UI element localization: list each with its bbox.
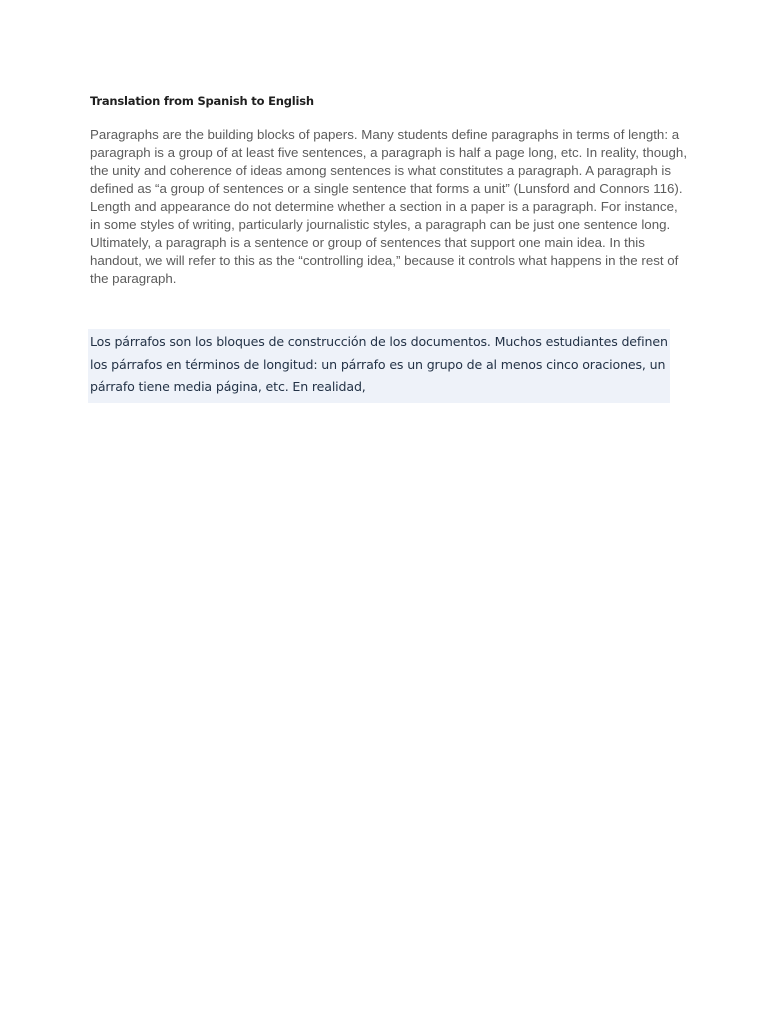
english-source-paragraph: Paragraphs are the building blocks of papers. Many students define paragraphs in terms of length: a paragraph is a group of at least five sentences, a paragraph is half a page long, etc. In reality, though, the unity and coherence of ideas among sentences is what constitutes a paragraph. A paragraph is defined as “a group of sentences or a single sentence that forms a unit” (Lunsford and Connors 116). Length and appearance do not determine whether a section in a paper is a paragraph. For instance, in some styles of writing, particularly journalistic styles, a paragraph can be just one sentence long. Ultimately, a paragraph is a sentence or group of sentences that support one main idea. In this handout, we will refer to this as the “controlling idea,” because it controls what happens in the rest of the paragraph. bbox=[90, 127, 688, 286]
spanish-translation-text[interactable]: Los párrafos son los bloques de construcción de los documentos. Muchos estudiantes definen los párrafos en términos de longitud: un párrafo es un grupo de al menos cinco oraciones, un párrafo tiene media página, etc. En realidad, bbox=[88, 329, 670, 403]
document-title: Translation from Spanish to English bbox=[90, 94, 314, 108]
